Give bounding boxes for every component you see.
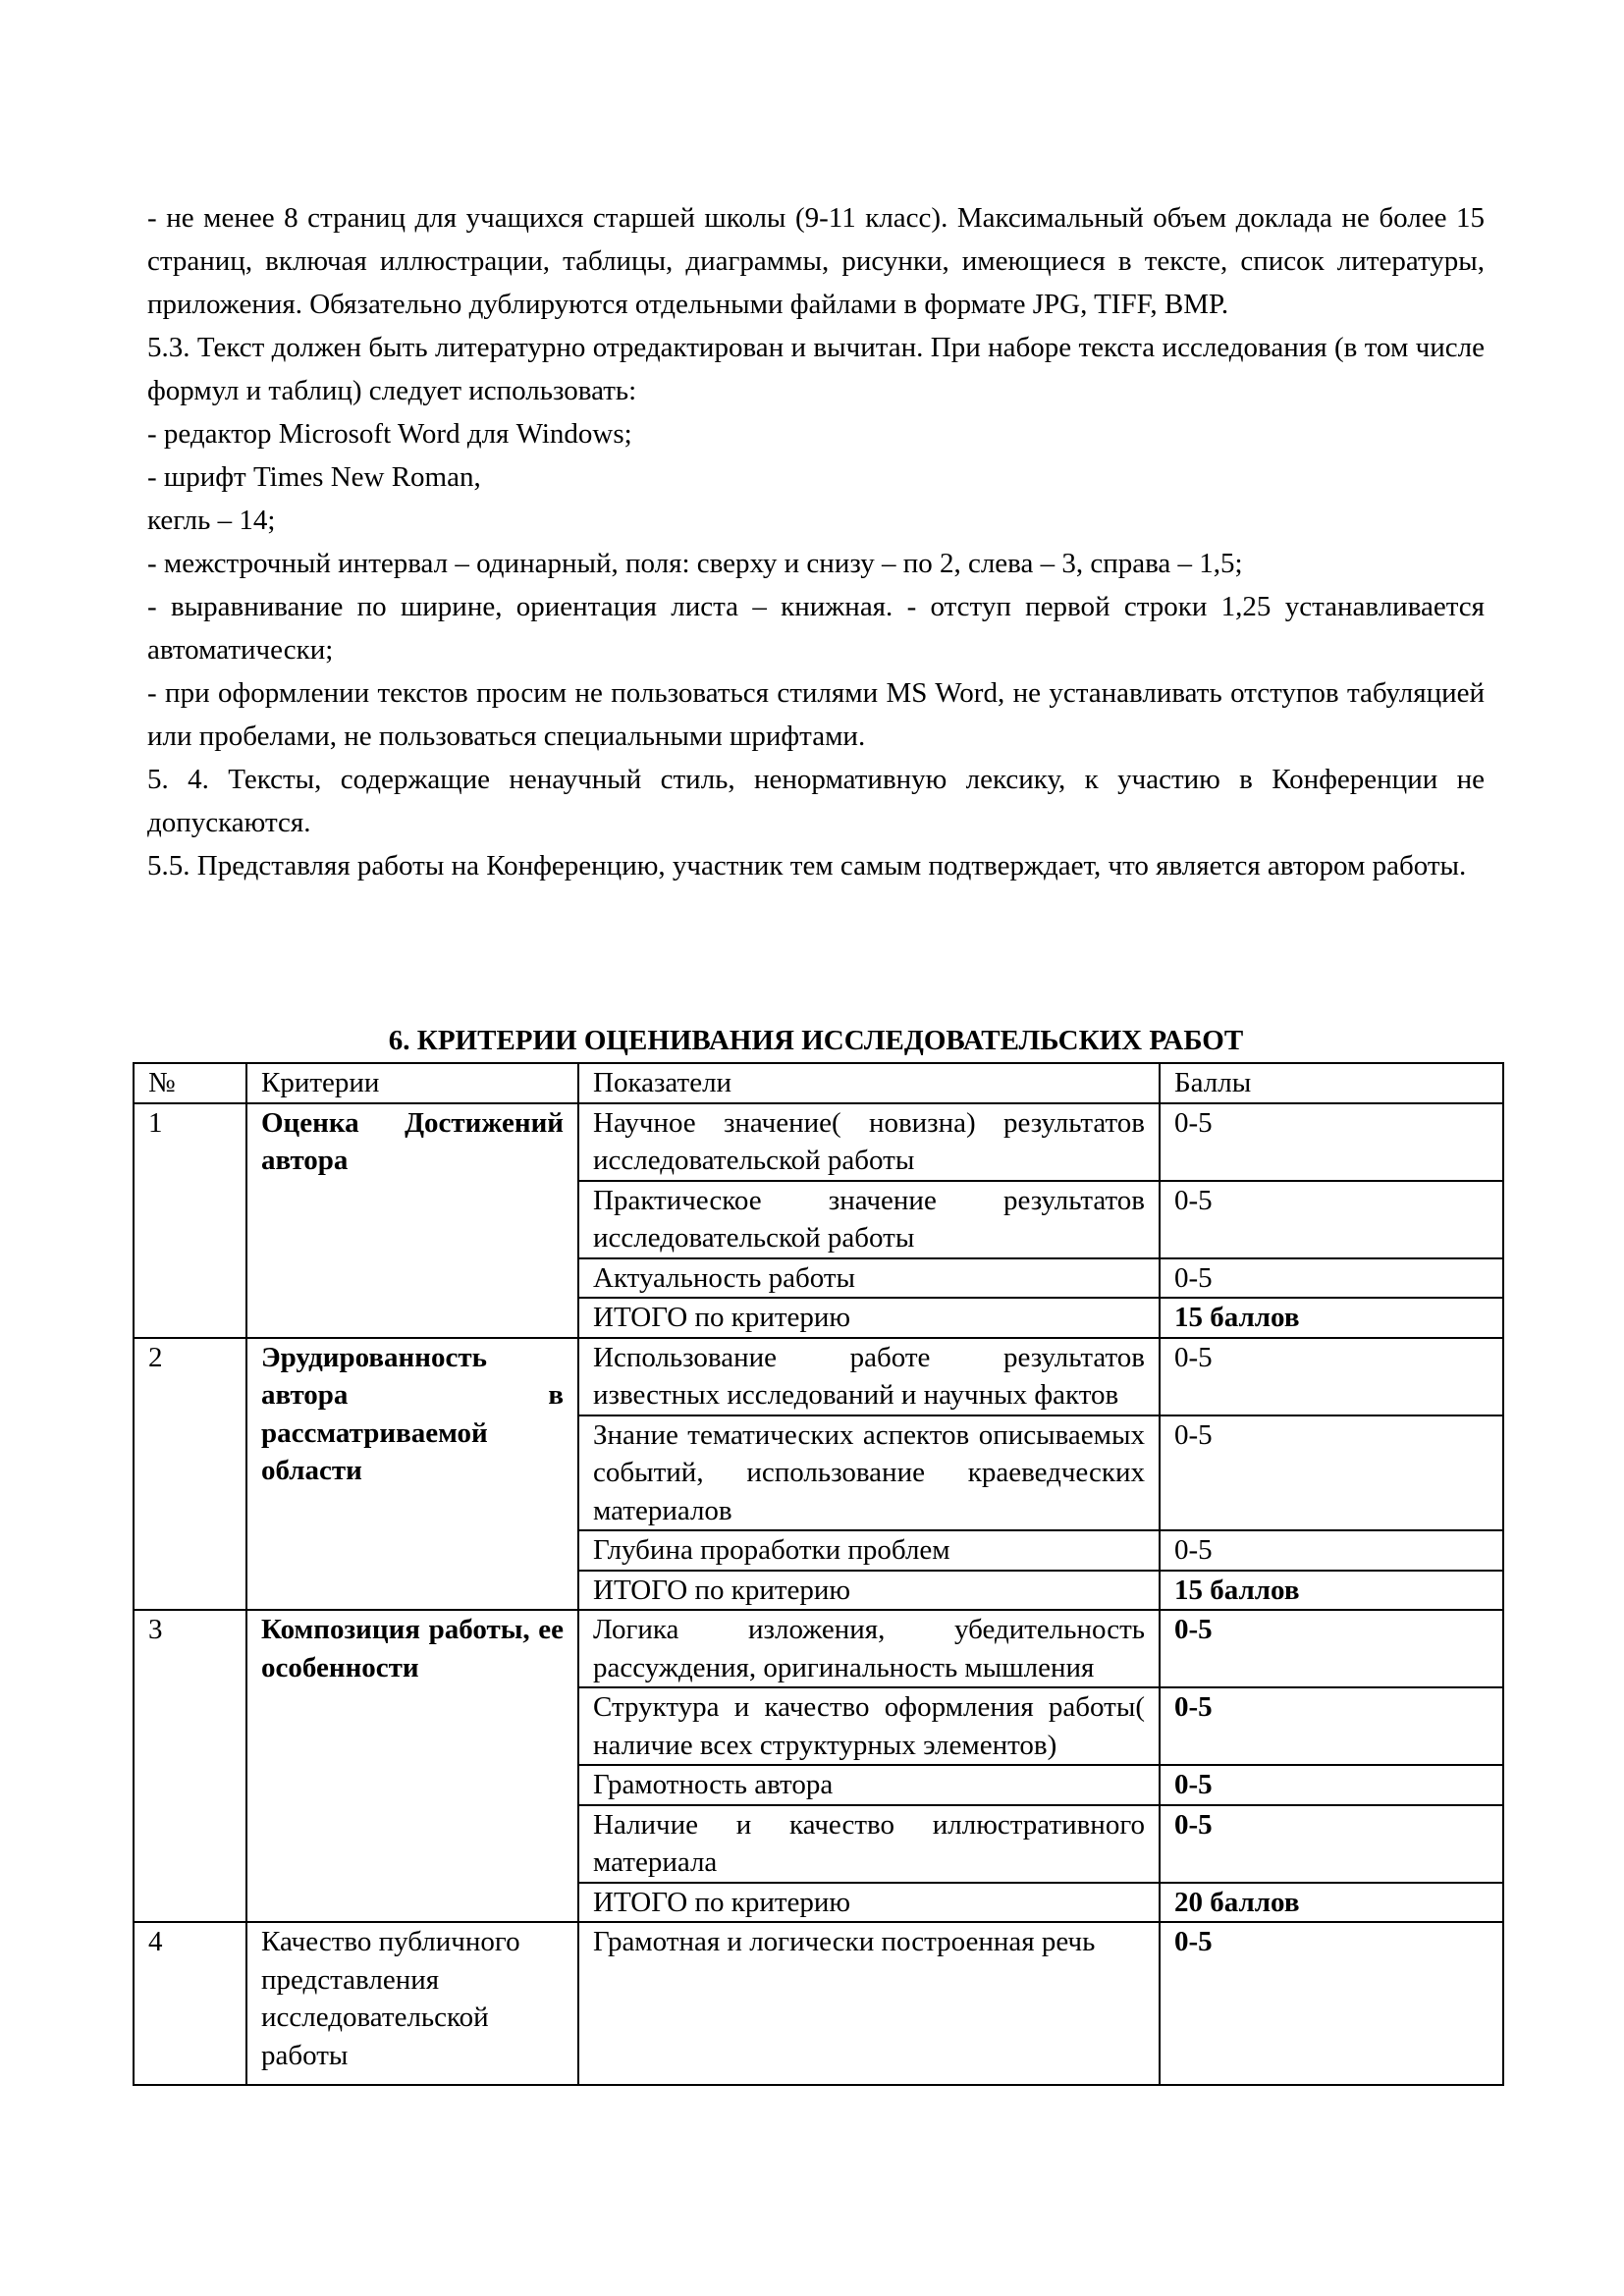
paragraph-alignment: - выравнивание по ширине, ориентация листа – книжная. - отступ первой строки 1,25 устанавливается автоматически; [147,591,1485,666]
score-cell: 0-5 [1160,1181,1503,1258]
section-title: 6. КРИТЕРИИ ОЦЕНИВАНИЯ ИССЛЕДОВАТЕЛЬСКИХ РАБОТ [388,1025,1244,1056]
total-score-cell: 20 баллов [1160,1883,1503,1923]
table-row [134,1610,1503,1687]
score-cell: 0-5 [1160,1610,1503,1687]
document-page [147,196,1485,2071]
indicator-cell: Использование работе результатов известных исследований и научных фактов [578,1338,1160,1415]
criterion-number: 4 [134,1922,246,2085]
criteria-table [133,1062,1504,2086]
header-score: Баллы [1160,1063,1503,1103]
paragraph-size: кегль – 14; [147,505,276,536]
score-cell: 0-5 [1160,1922,1503,2085]
header-number: № [134,1063,246,1103]
indicator-cell: ИТОГО по критерию [578,1298,1160,1338]
indicator-cell: Актуальность работы [578,1258,1160,1299]
paragraph-5-3: 5.3. Текст должен быть литературно отредактирован и вычитан. При наборе текста исследования (в том числе формул и таблиц) следует использовать: [147,332,1485,406]
criterion-number: 3 [134,1610,246,1922]
criterion-name: Качество публичного представления исследовательской работы [246,1922,578,2085]
criterion-name: Оценка Достижений автора [246,1103,578,1338]
score-cell: 0-5 [1160,1765,1503,1805]
indicator-cell: Логика изложения, убедительность рассуждения, оригинальность мышления [578,1610,1160,1687]
score-cell: 0-5 [1160,1805,1503,1883]
criterion-number: 1 [134,1103,246,1338]
score-cell: 0-5 [1160,1338,1503,1415]
total-score-cell: 15 баллов [1160,1571,1503,1611]
paragraph-page-count: - не менее 8 страниц для учащихся старшей школы (9-11 класс). Максимальный объем доклада не более 15 страниц, включая иллюстрации, таблицы, диаграммы, рисунки, имеющиеся в тексте, список литературы, приложения. Обязательно дублируются отдельными файлами в формате JPG, TIFF, BMP. [147,202,1485,320]
indicator-cell: Грамотная и логически построенная речь [578,1922,1160,2085]
table-header-row [134,1063,1503,1103]
table-row [134,1922,1503,2085]
paragraph-spacing: - межстрочный интервал – одинарный, поля: сверху и снизу – по 2, слева – 3, справа – 1,5; [147,548,1243,579]
indicator-cell: Глубина проработки проблем [578,1530,1160,1571]
indicator-cell: Знание тематических аспектов описываемых событий, использование краеведческих материалов [578,1415,1160,1531]
indicator-cell: Практическое значение результатов исследовательской работы [578,1181,1160,1258]
score-cell: 0-5 [1160,1258,1503,1299]
score-cell: 0-5 [1160,1530,1503,1571]
indicator-cell: ИТОГО по критерию [578,1883,1160,1923]
paragraph-editor: - редактор Microsoft Word для Windows; [147,418,632,450]
paragraph-5-5: 5.5. Представляя работы на Конференцию, участник тем самым подтверждает, что является автором работы. [147,850,1467,881]
paragraph-5-4: 5. 4. Тексты, содержащие ненаучный стиль, ненормативную лексику, к участию в Конференции не допускаются. [147,764,1485,838]
header-criteria: Критерии [246,1063,578,1103]
indicator-cell: ИТОГО по критерию [578,1571,1160,1611]
paragraph-styles: - при оформлении текстов просим не пользоваться стилями MS Word, не устанавливать отступов табуляцией или пробелами, не пользоваться специальными шрифтами. [147,677,1485,752]
score-cell: 0-5 [1160,1415,1503,1531]
score-cell: 0-5 [1160,1687,1503,1765]
criterion-name: Эрудированность автора в рассматриваемой области [246,1338,578,1611]
header-indicators: Показатели [578,1063,1160,1103]
paragraph-font: - шрифт Times New Roman, [147,461,481,493]
table-row [134,1103,1503,1181]
criterion-number: 2 [134,1338,246,1611]
score-cell: 0-5 [1160,1103,1503,1181]
total-score-cell: 15 баллов [1160,1298,1503,1338]
table-row [134,1338,1503,1415]
indicator-cell: Научное значение( новизна) результатов исследовательской работы [578,1103,1160,1181]
indicator-cell: Структура и качество оформления работы( наличие всех структурных элементов) [578,1687,1160,1765]
indicator-cell: Грамотность автора [578,1765,1160,1805]
indicator-cell: Наличие и качество иллюстративного материала [578,1805,1160,1883]
criterion-name: Композиция работы, ее особенности [246,1610,578,1922]
